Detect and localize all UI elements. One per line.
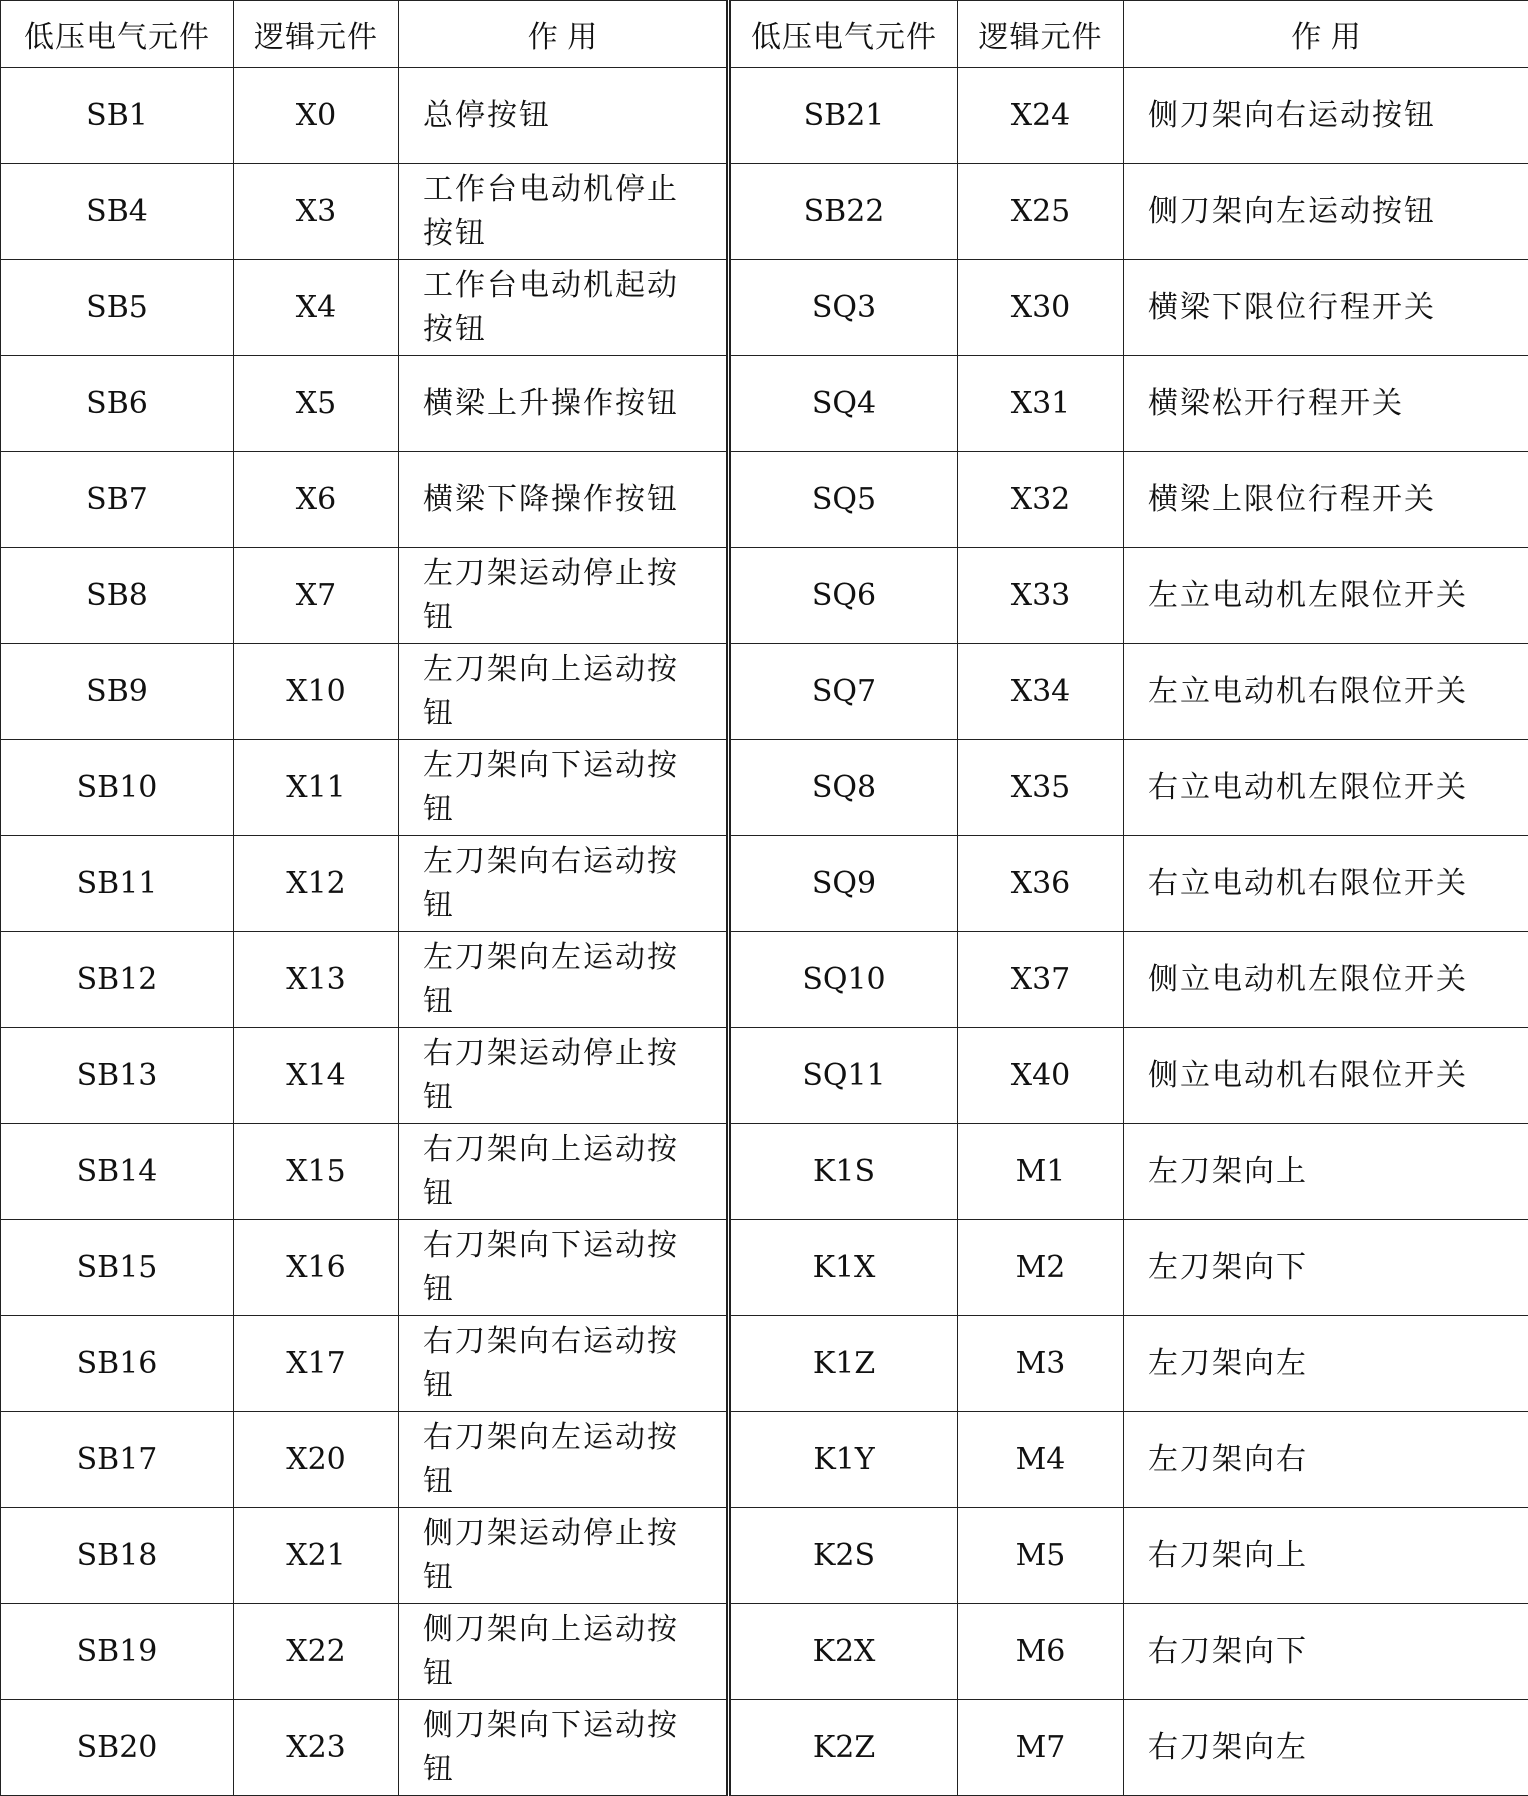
left-component-cell: SB1 — [1, 68, 234, 164]
header-purpose-left: 作 用 — [399, 1, 729, 68]
left-purpose-cell: 左刀架向下运动按钮 — [399, 740, 729, 836]
left-logic-cell: X20 — [234, 1412, 399, 1508]
table-row — [1, 1604, 1528, 1700]
left-component-cell: SB11 — [1, 836, 234, 932]
right-purpose-cell: 左刀架向下 — [1124, 1220, 1528, 1316]
left-component-cell: SB8 — [1, 548, 234, 644]
left-logic-cell: X22 — [234, 1604, 399, 1700]
table-row — [1, 1412, 1528, 1508]
header-purpose-right: 作 用 — [1124, 1, 1528, 68]
right-component-cell: K2Z — [729, 1700, 958, 1796]
left-component-cell: SB12 — [1, 932, 234, 1028]
table-row — [1, 1124, 1528, 1220]
table-row — [1, 356, 1528, 452]
table-body — [1, 68, 1528, 1796]
right-purpose-cell: 左立电动机左限位开关 — [1124, 548, 1528, 644]
left-logic-cell: X6 — [234, 452, 399, 548]
right-purpose-cell: 右刀架向左 — [1124, 1700, 1528, 1796]
left-logic-cell: X23 — [234, 1700, 399, 1796]
right-component-cell: SQ4 — [729, 356, 958, 452]
left-purpose-cell: 左刀架向右运动按钮 — [399, 836, 729, 932]
left-logic-cell: X0 — [234, 68, 399, 164]
left-purpose-cell: 总停按钮 — [399, 68, 729, 164]
right-component-cell: SQ8 — [729, 740, 958, 836]
right-purpose-cell: 横梁上限位行程开关 — [1124, 452, 1528, 548]
table-row — [1, 1700, 1528, 1796]
left-component-cell: SB18 — [1, 1508, 234, 1604]
right-purpose-cell: 右刀架向下 — [1124, 1604, 1528, 1700]
right-logic-cell: X31 — [958, 356, 1124, 452]
right-logic-cell: X30 — [958, 260, 1124, 356]
right-component-cell: K2S — [729, 1508, 958, 1604]
left-component-cell: SB10 — [1, 740, 234, 836]
table-row — [1, 452, 1528, 548]
left-component-cell: SB7 — [1, 452, 234, 548]
table-row — [1, 1316, 1528, 1412]
right-logic-cell: X35 — [958, 740, 1124, 836]
right-purpose-cell: 右立电动机右限位开关 — [1124, 836, 1528, 932]
right-purpose-cell: 右刀架向上 — [1124, 1508, 1528, 1604]
table-row — [1, 260, 1528, 356]
left-logic-cell: X12 — [234, 836, 399, 932]
table-row — [1, 1508, 1528, 1604]
right-logic-cell: M5 — [958, 1508, 1124, 1604]
left-purpose-cell: 右刀架向左运动按钮 — [399, 1412, 729, 1508]
left-component-cell: SB17 — [1, 1412, 234, 1508]
right-purpose-cell: 横梁松开行程开关 — [1124, 356, 1528, 452]
header-component-left: 低压电气元件 — [1, 1, 234, 68]
right-logic-cell: X25 — [958, 164, 1124, 260]
right-component-cell: SQ7 — [729, 644, 958, 740]
left-purpose-cell: 右刀架向下运动按钮 — [399, 1220, 729, 1316]
right-logic-cell: M2 — [958, 1220, 1124, 1316]
right-component-cell: K1X — [729, 1220, 958, 1316]
table-row — [1, 740, 1528, 836]
right-component-cell: K1S — [729, 1124, 958, 1220]
left-purpose-cell: 横梁下降操作按钮 — [399, 452, 729, 548]
left-purpose-cell: 侧刀架向下运动按钮 — [399, 1700, 729, 1796]
left-logic-cell: X13 — [234, 932, 399, 1028]
left-logic-cell: X17 — [234, 1316, 399, 1412]
table-row — [1, 1028, 1528, 1124]
right-component-cell: K1Z — [729, 1316, 958, 1412]
table-row — [1, 548, 1528, 644]
header-component-right: 低压电气元件 — [729, 1, 958, 68]
right-logic-cell: X24 — [958, 68, 1124, 164]
right-component-cell: SQ6 — [729, 548, 958, 644]
header-row — [1, 1, 1528, 68]
right-component-cell: SB21 — [729, 68, 958, 164]
left-purpose-cell: 工作台电动机停止按钮 — [399, 164, 729, 260]
table-row — [1, 164, 1528, 260]
right-logic-cell: M6 — [958, 1604, 1124, 1700]
left-purpose-cell: 右刀架运动停止按钮 — [399, 1028, 729, 1124]
right-purpose-cell: 左刀架向左 — [1124, 1316, 1528, 1412]
left-component-cell: SB16 — [1, 1316, 234, 1412]
header-logic-right: 逻辑元件 — [958, 1, 1124, 68]
right-purpose-cell: 侧立电动机左限位开关 — [1124, 932, 1528, 1028]
right-logic-cell: M7 — [958, 1700, 1124, 1796]
left-component-cell: SB6 — [1, 356, 234, 452]
left-logic-cell: X11 — [234, 740, 399, 836]
left-component-cell: SB4 — [1, 164, 234, 260]
right-component-cell: K2X — [729, 1604, 958, 1700]
right-logic-cell: X34 — [958, 644, 1124, 740]
left-logic-cell: X7 — [234, 548, 399, 644]
right-logic-cell: M1 — [958, 1124, 1124, 1220]
left-purpose-cell: 右刀架向右运动按钮 — [399, 1316, 729, 1412]
left-logic-cell: X14 — [234, 1028, 399, 1124]
right-logic-cell: M4 — [958, 1412, 1124, 1508]
left-purpose-cell: 侧刀架运动停止按钮 — [399, 1508, 729, 1604]
right-logic-cell: X36 — [958, 836, 1124, 932]
left-component-cell: SB13 — [1, 1028, 234, 1124]
left-logic-cell: X15 — [234, 1124, 399, 1220]
left-purpose-cell: 右刀架向上运动按钮 — [399, 1124, 729, 1220]
right-component-cell: SQ10 — [729, 932, 958, 1028]
left-logic-cell: X21 — [234, 1508, 399, 1604]
table-row — [1, 644, 1528, 740]
right-purpose-cell: 左刀架向右 — [1124, 1412, 1528, 1508]
table-row — [1, 1220, 1528, 1316]
right-logic-cell: X37 — [958, 932, 1124, 1028]
left-logic-cell: X3 — [234, 164, 399, 260]
right-component-cell: SQ5 — [729, 452, 958, 548]
right-purpose-cell: 左立电动机右限位开关 — [1124, 644, 1528, 740]
left-purpose-cell: 左刀架运动停止按钮 — [399, 548, 729, 644]
right-component-cell: SQ9 — [729, 836, 958, 932]
left-logic-cell: X16 — [234, 1220, 399, 1316]
left-component-cell: SB19 — [1, 1604, 234, 1700]
right-purpose-cell: 横梁下限位行程开关 — [1124, 260, 1528, 356]
right-logic-cell: X33 — [958, 548, 1124, 644]
right-purpose-cell: 侧刀架向左运动按钮 — [1124, 164, 1528, 260]
right-component-cell: K1Y — [729, 1412, 958, 1508]
left-purpose-cell: 左刀架向上运动按钮 — [399, 644, 729, 740]
right-component-cell: SQ3 — [729, 260, 958, 356]
table-row — [1, 836, 1528, 932]
right-logic-cell: X40 — [958, 1028, 1124, 1124]
left-purpose-cell: 侧刀架向上运动按钮 — [399, 1604, 729, 1700]
left-component-cell: SB14 — [1, 1124, 234, 1220]
left-component-cell: SB5 — [1, 260, 234, 356]
left-component-cell: SB20 — [1, 1700, 234, 1796]
left-purpose-cell: 左刀架向左运动按钮 — [399, 932, 729, 1028]
left-logic-cell: X5 — [234, 356, 399, 452]
left-component-cell: SB9 — [1, 644, 234, 740]
right-purpose-cell: 侧立电动机右限位开关 — [1124, 1028, 1528, 1124]
table-row — [1, 68, 1528, 164]
right-component-cell: SQ11 — [729, 1028, 958, 1124]
right-logic-cell: X32 — [958, 452, 1124, 548]
left-purpose-cell: 横梁上升操作按钮 — [399, 356, 729, 452]
table-row — [1, 932, 1528, 1028]
right-purpose-cell: 左刀架向上 — [1124, 1124, 1528, 1220]
right-purpose-cell: 右立电动机左限位开关 — [1124, 740, 1528, 836]
right-component-cell: SB22 — [729, 164, 958, 260]
header-logic-left: 逻辑元件 — [234, 1, 399, 68]
left-purpose-cell: 工作台电动机起动按钮 — [399, 260, 729, 356]
right-purpose-cell: 侧刀架向右运动按钮 — [1124, 68, 1528, 164]
right-logic-cell: M3 — [958, 1316, 1124, 1412]
left-logic-cell: X4 — [234, 260, 399, 356]
left-component-cell: SB15 — [1, 1220, 234, 1316]
left-logic-cell: X10 — [234, 644, 399, 740]
